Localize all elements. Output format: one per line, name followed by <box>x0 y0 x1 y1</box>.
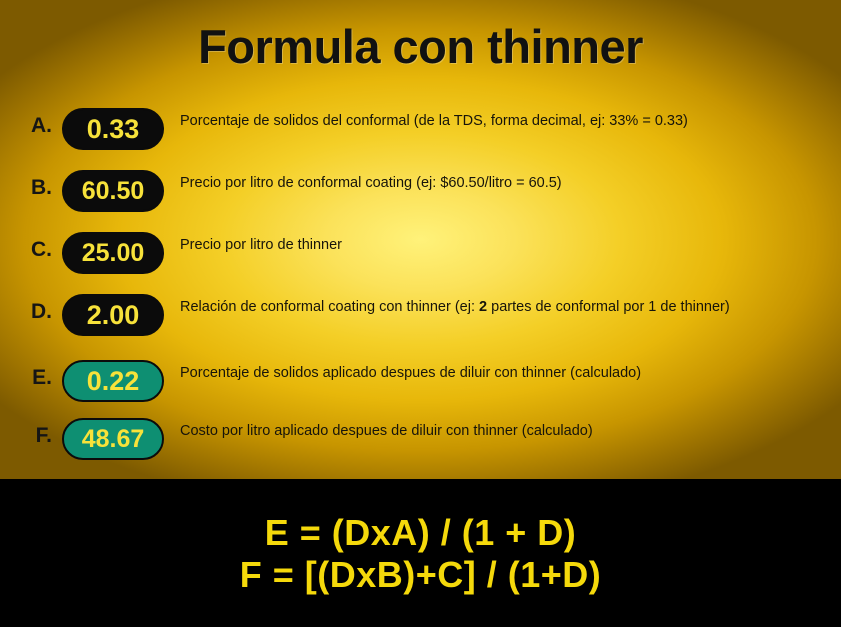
row-description-c: Precio por litro de thinner <box>180 237 342 253</box>
row-description-f: Costo por litro aplicado despues de diluir con thinner (calculado) <box>180 423 593 439</box>
row-letter-b: B. <box>31 176 52 199</box>
formula-line-e: E = (DxA) / (1 + D) <box>264 512 577 553</box>
row-letter-a: A. <box>31 114 52 137</box>
row-letter-c: C. <box>31 238 52 261</box>
row-description-b: Precio por litro de conformal coating (ej: $60.50/litro = 60.5) <box>180 175 562 191</box>
formula-row-c <box>0 232 841 274</box>
row-description-d-post: partes de conformal por 1 de thinner) <box>487 299 730 315</box>
value-pill-e[interactable]: 0.22 <box>62 360 164 402</box>
row-letter-e: E. <box>32 366 52 389</box>
row-description-a: Porcentaje de solidos del conformal (de la TDS, forma decimal, ej: 33% = 0.33) <box>180 113 688 129</box>
formula-row-b <box>0 170 841 212</box>
value-pill-c[interactable]: 25.00 <box>62 232 164 274</box>
row-description-d-emphasis: 2 <box>479 299 488 315</box>
formula-row-a <box>0 108 841 150</box>
formula-row-f <box>0 418 841 460</box>
row-letter-d: D. <box>31 300 52 323</box>
row-description-d-pre: Relación de conformal coating con thinner (ej: <box>180 299 480 315</box>
row-description-e: Porcentaje de solidos aplicado despues de diluir con thinner (calculado) <box>180 365 642 381</box>
formula-line-f: F = [(DxB)+C] / (1+D) <box>239 554 602 595</box>
value-pill-b[interactable]: 60.50 <box>62 170 164 212</box>
value-pill-d[interactable]: 2.00 <box>62 294 164 336</box>
value-pill-a[interactable]: 0.33 <box>62 108 164 150</box>
row-description-d <box>180 294 730 317</box>
formula-row-e <box>0 360 841 402</box>
page-title: Formula con thinner <box>198 20 643 73</box>
formula-band <box>0 479 841 627</box>
row-letter-f: F. <box>35 424 52 447</box>
value-pill-f[interactable]: 48.67 <box>62 418 164 460</box>
formula-row-d <box>0 294 841 336</box>
